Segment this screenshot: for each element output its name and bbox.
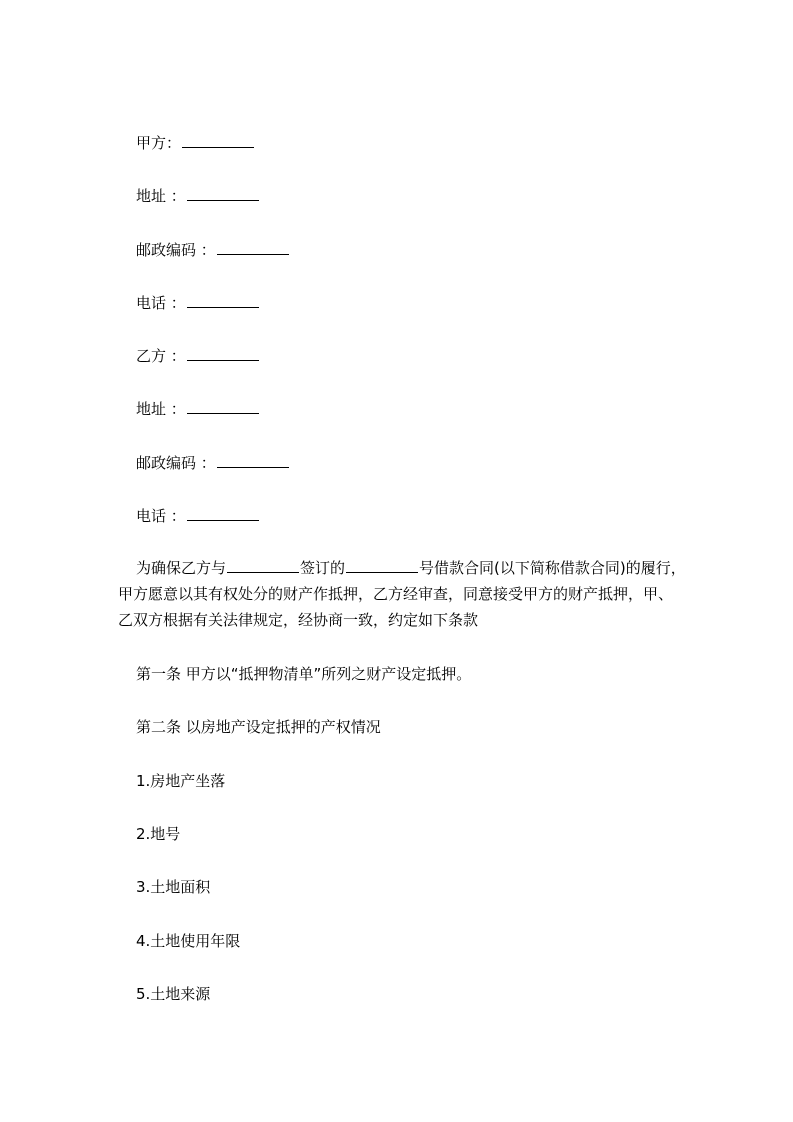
clause-2: 第二条 以房地产设定抵押的产权情况 bbox=[136, 718, 381, 736]
party-b-address-row bbox=[136, 398, 260, 419]
list-item: 4.土地使用年限 bbox=[136, 932, 241, 950]
intro-text-a: 为确保乙方与 bbox=[136, 559, 227, 577]
party-a-phone-blank bbox=[187, 292, 259, 308]
party-b-phone-blank bbox=[187, 505, 259, 521]
party-b-address-label: 地址 ： bbox=[136, 400, 186, 418]
intro-text-b: 签订的 bbox=[300, 559, 346, 577]
party-a-postcode-label: 邮政编码 ： bbox=[136, 241, 216, 259]
party-a-name-row bbox=[136, 132, 255, 153]
party-a-address-label: 地址 ： bbox=[136, 187, 186, 205]
party-a-phone-label: 电话 ： bbox=[136, 294, 186, 312]
party-a-address-row bbox=[136, 185, 260, 206]
party-b-phone-label: 电话 ： bbox=[136, 507, 186, 525]
list-item: 2.地号 bbox=[136, 825, 181, 843]
party-b-postcode-row bbox=[136, 452, 290, 473]
party-a-postcode-blank bbox=[217, 239, 289, 255]
list-item: 3.土地面积 bbox=[136, 878, 211, 896]
contract-number-blank bbox=[346, 557, 418, 573]
clause-1: 第一条 甲方以“抵押物清单”所列之财产设定抵押。 bbox=[136, 665, 472, 683]
party-a-address-blank bbox=[187, 185, 259, 201]
intro-line-3: 乙双方根据有关法律规定，经协商一致，约定如下条款 bbox=[118, 611, 479, 629]
party-b-postcode-label: 邮政编码 ： bbox=[136, 454, 216, 472]
intro-line-1 bbox=[118, 555, 728, 581]
party-b-phone-row bbox=[136, 505, 260, 526]
intro-text-c: 号借款合同(以下简称借款合同)的履行， bbox=[419, 559, 686, 577]
party-a-name-label: 甲方： bbox=[136, 134, 182, 152]
intro-line-2: 甲方愿意以其有权处分的财产作抵押，乙方经审查，同意接受甲方的财产抵押，甲、 bbox=[118, 585, 674, 603]
party-a-name-blank bbox=[182, 132, 254, 148]
party-b-postcode-blank bbox=[217, 452, 289, 468]
party-a-phone-row bbox=[136, 292, 260, 313]
contract-party-blank bbox=[227, 557, 299, 573]
list-item: 1.房地产坐落 bbox=[136, 772, 226, 790]
intro-paragraph bbox=[118, 555, 728, 633]
party-b-name-blank bbox=[187, 345, 259, 361]
party-b-name-label: 乙方 ： bbox=[136, 347, 186, 365]
party-b-address-blank bbox=[187, 398, 259, 414]
party-a-postcode-row bbox=[136, 239, 290, 260]
list-item: 5.土地来源 bbox=[136, 985, 211, 1003]
party-b-name-row bbox=[136, 345, 260, 366]
